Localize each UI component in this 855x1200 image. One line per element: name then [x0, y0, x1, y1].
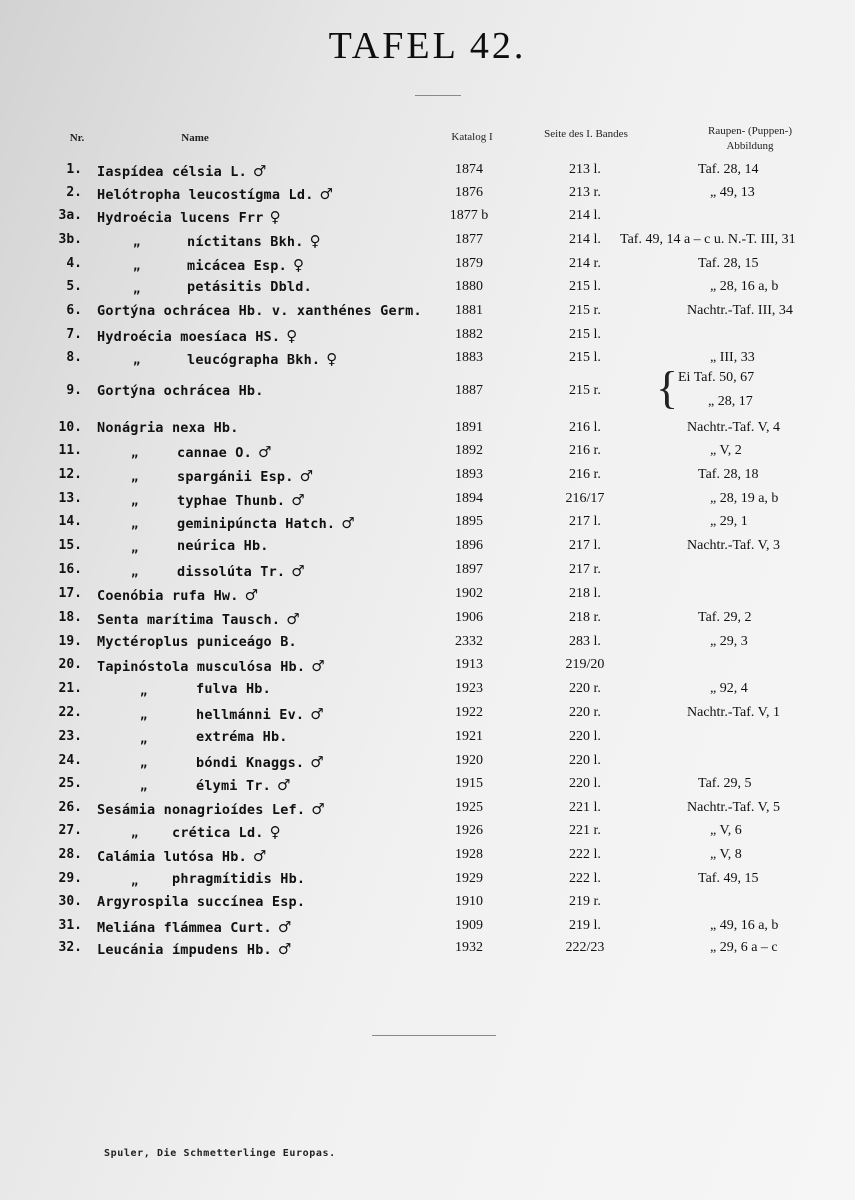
- raupen-reference: Taf. 28, 14: [698, 162, 759, 177]
- species-name-text: Nonágria nexa Hb.: [97, 420, 239, 436]
- raupen-reference: Taf. 28, 15: [698, 256, 759, 271]
- ditto-mark: „: [131, 565, 139, 579]
- row-number: 8.: [66, 350, 82, 365]
- species-name-text: Argyrospila succínea Esp.: [97, 894, 306, 910]
- male-symbol-icon: ♂: [319, 185, 334, 203]
- raupen-reference: Ei Taf. 50, 67: [678, 370, 755, 385]
- table-row: [0, 208, 855, 230]
- katalog-number: 1928: [455, 847, 483, 862]
- species-name: [177, 443, 272, 461]
- katalog-number: 1926: [455, 823, 483, 838]
- row-number: 27.: [58, 823, 82, 838]
- page-reference: 214 r.: [569, 256, 601, 271]
- katalog-number: 1932: [455, 940, 483, 955]
- katalog-number: 1887: [455, 383, 483, 398]
- page-reference: 213 r.: [569, 185, 601, 200]
- species-name-text: Leucánia ímpudens Hb.: [97, 942, 272, 958]
- ditto-mark: „: [133, 235, 141, 249]
- table-row: [0, 871, 855, 893]
- katalog-number: 1906: [455, 610, 483, 625]
- table-row: [0, 538, 855, 560]
- species-name-text: Tapinóstola musculósa Hb.: [97, 659, 306, 675]
- species-name: [97, 657, 325, 675]
- page-reference: 221 r.: [569, 823, 601, 838]
- row-number: 28.: [58, 847, 82, 862]
- raupen-reference: Nachtr.-Taf. V, 4: [687, 420, 780, 435]
- row-number: 5.: [66, 279, 82, 294]
- table-row: [0, 634, 855, 656]
- female-symbol-icon: ♀: [269, 823, 281, 841]
- male-symbol-icon: ♂: [310, 705, 324, 723]
- species-name: [97, 383, 264, 399]
- species-name-text: micácea Esp.: [187, 258, 287, 274]
- male-symbol-icon: ♂: [277, 940, 292, 958]
- katalog-number: 1893: [455, 467, 483, 482]
- katalog-number: 1925: [455, 800, 483, 815]
- row-number: 31.: [58, 918, 82, 933]
- species-name: [177, 562, 305, 580]
- table-row: [0, 586, 855, 608]
- katalog-number: 1892: [455, 443, 483, 458]
- ditto-mark: „: [131, 874, 139, 888]
- raupen-reference: Taf. 29, 2: [698, 610, 752, 625]
- page-reference: 220 l.: [569, 776, 601, 791]
- species-name-text: leucógrapha Bkh.: [187, 352, 321, 368]
- table-row: [0, 350, 855, 372]
- row-number: 20.: [58, 657, 82, 672]
- katalog-number: 1897: [455, 562, 483, 577]
- species-name: [97, 894, 305, 910]
- table-row: [0, 823, 855, 845]
- male-symbol-icon: ♂: [311, 800, 325, 818]
- species-name: [187, 232, 321, 250]
- raupen-reference: „ 29, 3: [710, 634, 748, 649]
- row-number: 4.: [66, 256, 82, 271]
- katalog-number: 1929: [455, 871, 483, 886]
- page-reference: 219/20: [565, 657, 605, 672]
- row-number: 3a.: [58, 208, 82, 223]
- page-reference: 219 l.: [569, 918, 601, 933]
- column-header-nr: Nr.: [69, 132, 85, 144]
- table-row: [0, 894, 855, 916]
- page-reference: 222 l.: [569, 847, 601, 862]
- page-reference: 283 l.: [569, 634, 601, 649]
- species-name-text: Sesámia nonagrioídes Lef.: [97, 802, 306, 818]
- column-header-seite: Seite des I. Bandes: [544, 128, 628, 140]
- species-name: [97, 634, 297, 650]
- katalog-number: 1874: [455, 162, 483, 177]
- column-header-raupen: Raupen- (Puppen-): [707, 125, 792, 137]
- row-number: 15.: [58, 538, 82, 553]
- row-number: 17.: [58, 586, 82, 601]
- species-name-text: Iaspídea célsia L.: [97, 164, 247, 180]
- table-row: [0, 362, 855, 413]
- species-name-text: petásitis Dbld.: [187, 279, 312, 295]
- male-symbol-icon: ♂: [244, 586, 259, 604]
- species-name-text: neúrica Hb.: [177, 538, 269, 554]
- ditto-mark: „: [133, 282, 141, 296]
- male-symbol-icon: ♂: [277, 918, 292, 936]
- species-name-text: níctitans Bkh.: [187, 234, 304, 250]
- species-name: [187, 279, 312, 295]
- page-reference: 217 r.: [569, 562, 601, 577]
- ditto-mark: „: [131, 826, 139, 840]
- raupen-reference: Nachtr.-Taf. V, 5: [687, 800, 780, 815]
- row-number: 3b.: [58, 232, 82, 247]
- row-number: 18.: [58, 610, 82, 625]
- katalog-number: 1922: [455, 705, 483, 720]
- page-reference: 218 r.: [569, 610, 601, 625]
- species-name: [97, 420, 239, 436]
- table-row: [0, 562, 855, 584]
- species-name-text: Senta marítima Tausch.: [97, 612, 281, 628]
- species-name-text: dissolúta Tr.: [177, 564, 286, 580]
- species-name: [196, 753, 324, 771]
- page-reference: 215 l.: [569, 279, 601, 294]
- species-name: [187, 350, 337, 368]
- table-row: [0, 467, 855, 489]
- species-name-text: cannae O.: [177, 445, 252, 461]
- row-number: 30.: [58, 894, 82, 909]
- row-number: 10.: [58, 420, 82, 435]
- table-row: [0, 705, 855, 727]
- ditto-mark: „: [140, 756, 148, 770]
- species-name: [97, 162, 267, 180]
- katalog-number: 1879: [455, 256, 483, 271]
- row-number: 11.: [58, 443, 82, 458]
- table-row: [0, 753, 855, 775]
- raupen-reference: „ 49, 13: [710, 185, 755, 200]
- row-number: 16.: [58, 562, 82, 577]
- table-row: [0, 185, 855, 207]
- species-name-text: Myctéroplus puniceágo B.: [97, 634, 297, 650]
- male-symbol-icon: ♂: [311, 657, 325, 675]
- raupen-reference: Nachtr.-Taf. V, 1: [687, 705, 780, 720]
- table-row: [0, 514, 855, 536]
- raupen-reference: „ V, 8: [710, 847, 742, 862]
- ditto-mark: „: [140, 708, 148, 722]
- species-name: [97, 847, 267, 865]
- species-name: [196, 776, 291, 794]
- table-row: [0, 610, 855, 632]
- table-row: [0, 420, 855, 442]
- species-name: [97, 586, 258, 604]
- species-name: [196, 705, 324, 723]
- page-reference: 216 l.: [569, 420, 601, 435]
- species-name-text: spargánii Esp.: [177, 469, 294, 485]
- row-number: 2.: [66, 185, 82, 200]
- column-header-katalog: Katalog I: [451, 131, 493, 143]
- row-number: 6.: [66, 303, 82, 318]
- species-name-text: crética Ld.: [172, 825, 264, 841]
- ditto-mark: „: [133, 353, 141, 367]
- species-name-text: hellmánni Ev.: [196, 707, 305, 723]
- row-number: 25.: [58, 776, 82, 791]
- row-number: 22.: [58, 705, 82, 720]
- katalog-number: 2332: [455, 634, 483, 649]
- katalog-number: 1877: [455, 232, 483, 247]
- female-symbol-icon: ♀: [309, 232, 321, 250]
- raupen-reference-secondary: „ 28, 17: [708, 394, 753, 409]
- male-symbol-icon: ♂: [341, 514, 355, 532]
- species-name: [97, 303, 422, 319]
- ditto-mark: „: [131, 470, 139, 484]
- page-reference: 222/23: [565, 940, 605, 955]
- column-header-name: Name: [181, 132, 209, 144]
- species-name-text: extréma Hb.: [196, 729, 288, 745]
- page-reference: 222 l.: [569, 871, 601, 886]
- page-reference: 214 l.: [569, 208, 601, 223]
- katalog-number: 1913: [455, 657, 483, 672]
- table-row: [0, 800, 855, 822]
- table-row: [0, 491, 855, 513]
- ditto-mark: „: [140, 779, 148, 793]
- raupen-reference: „ 28, 19 a, b: [710, 491, 779, 506]
- ditto-mark: „: [140, 732, 148, 746]
- raupen-reference: „ V, 2: [710, 443, 742, 458]
- female-symbol-icon: ♀: [269, 208, 281, 226]
- raupen-reference: „ 29, 6 a – c: [710, 940, 778, 955]
- page-reference: 215 r.: [569, 303, 601, 318]
- female-symbol-icon: ♀: [286, 327, 298, 345]
- curly-brace-icon: {: [656, 362, 679, 413]
- page-reference: 220 l.: [569, 753, 601, 768]
- table-row: [0, 681, 855, 703]
- page-reference: 215 l.: [569, 350, 601, 365]
- page-reference: 221 l.: [569, 800, 601, 815]
- ditto-mark: „: [131, 446, 139, 460]
- page-reference: 220 l.: [569, 729, 601, 744]
- table-row: [0, 657, 855, 679]
- row-number: 29.: [58, 871, 82, 886]
- species-name: [177, 491, 305, 509]
- raupen-reference: „ 29, 1: [710, 514, 748, 529]
- species-name: [177, 467, 313, 485]
- species-name-text: Helótropha leucostígma Ld.: [97, 187, 314, 203]
- male-symbol-icon: ♂: [276, 776, 291, 794]
- male-symbol-icon: ♂: [291, 491, 305, 509]
- katalog-number: 1896: [455, 538, 483, 553]
- ditto-mark: „: [131, 517, 139, 531]
- page-reference: 218 l.: [569, 586, 601, 601]
- katalog-number: 1923: [455, 681, 483, 696]
- table-row: [0, 918, 855, 940]
- male-symbol-icon: ♂: [252, 847, 267, 865]
- species-name: [97, 918, 292, 936]
- row-number: 32.: [58, 940, 82, 955]
- species-name-text: Hydroécia lucens Frr: [97, 210, 264, 226]
- table-row: [0, 232, 855, 254]
- row-number: 9.: [66, 383, 82, 398]
- table-row: [0, 162, 855, 184]
- page-reference: 217 l.: [569, 514, 601, 529]
- row-number: 14.: [58, 514, 82, 529]
- species-name-text: Calámia lutósa Hb.: [97, 849, 247, 865]
- species-name-text: élymi Tr.: [196, 778, 271, 794]
- raupen-reference: Nachtr.-Taf. V, 3: [687, 538, 780, 553]
- katalog-number: 1910: [455, 894, 483, 909]
- katalog-number: 1921: [455, 729, 483, 744]
- species-name: [196, 681, 271, 697]
- katalog-number: 1902: [455, 586, 483, 601]
- page-reference: 216 r.: [569, 467, 601, 482]
- katalog-number: 1891: [455, 420, 483, 435]
- raupen-reference: „ 28, 16 a, b: [710, 279, 779, 294]
- page-reference: 214 l.: [569, 232, 601, 247]
- table-row: [0, 847, 855, 869]
- species-name-text: bóndi Knaggs.: [196, 755, 305, 771]
- raupen-reference: „ 92, 4: [710, 681, 748, 696]
- female-symbol-icon: ♀: [326, 350, 338, 368]
- katalog-number: 1920: [455, 753, 483, 768]
- table-row: [0, 327, 855, 349]
- title-divider: [415, 95, 461, 96]
- table-row: [0, 443, 855, 465]
- bottom-divider: [372, 1035, 496, 1036]
- species-name-text: phragmítidis Hb.: [172, 871, 306, 887]
- species-name-text: Gortýna ochrácea Hb.: [97, 383, 264, 399]
- row-number: 12.: [58, 467, 82, 482]
- species-name: [177, 514, 355, 532]
- species-name-text: Hydroécia moesíaca HS.: [97, 329, 281, 345]
- species-name-text: typhae Thunb.: [177, 493, 286, 509]
- species-name: [187, 256, 304, 274]
- row-number: 13.: [58, 491, 82, 506]
- male-symbol-icon: ♂: [252, 162, 267, 180]
- katalog-number: 1915: [455, 776, 483, 791]
- species-name: [97, 800, 325, 818]
- species-name: [97, 327, 297, 345]
- species-name-text: fulva Hb.: [196, 681, 271, 697]
- ditto-mark: „: [140, 684, 148, 698]
- page-reference: 219 r.: [569, 894, 601, 909]
- katalog-number: 1895: [455, 514, 483, 529]
- row-number: 7.: [66, 327, 82, 342]
- table-row: [0, 303, 855, 325]
- row-number: 19.: [58, 634, 82, 649]
- species-name: [196, 729, 288, 745]
- row-number: 24.: [58, 753, 82, 768]
- row-number: 23.: [58, 729, 82, 744]
- raupen-reference: Taf. 49, 14 a – c u. N.-T. III, 31: [620, 232, 796, 247]
- page-reference: 216 r.: [569, 443, 601, 458]
- male-symbol-icon: ♂: [291, 562, 305, 580]
- raupen-reference: „ 49, 16 a, b: [710, 918, 779, 933]
- table-row: [0, 940, 855, 962]
- page-reference: 216/17: [565, 491, 605, 506]
- species-name: [97, 610, 300, 628]
- row-number: 1.: [66, 162, 82, 177]
- footer-citation: Spuler, Die Schmetterlinge Europas.: [104, 1148, 336, 1159]
- table-row: [0, 776, 855, 798]
- female-symbol-icon: ♀: [292, 256, 305, 274]
- ditto-mark: „: [131, 494, 139, 508]
- raupen-reference: Taf. 28, 18: [698, 467, 759, 482]
- male-symbol-icon: ♂: [257, 443, 272, 461]
- page-reference: 215 r.: [569, 383, 601, 398]
- katalog-number: 1894: [455, 491, 483, 506]
- ditto-mark: „: [131, 541, 139, 555]
- row-number: 26.: [58, 800, 82, 815]
- species-name-text: Coenóbia rufa Hw.: [97, 588, 239, 604]
- katalog-number: 1909: [455, 918, 483, 933]
- katalog-number: 1877 b: [449, 208, 489, 223]
- page-reference: 213 l.: [569, 162, 601, 177]
- species-name: [97, 185, 333, 203]
- species-name: [97, 940, 292, 958]
- raupen-reference: Taf. 29, 5: [698, 776, 752, 791]
- page-title: TAFEL 42.: [328, 25, 527, 67]
- raupen-reference: „ III, 33: [710, 350, 755, 365]
- species-name: [177, 538, 269, 554]
- species-name: [97, 208, 281, 226]
- katalog-number: 1882: [455, 327, 483, 342]
- row-number: 21.: [58, 681, 82, 696]
- table-row: [0, 279, 855, 301]
- table-row: [0, 256, 855, 278]
- katalog-number: 1876: [455, 185, 483, 200]
- male-symbol-icon: ♂: [286, 610, 300, 628]
- raupen-reference: Nachtr.-Taf. III, 34: [687, 303, 793, 318]
- species-name-text: geminipúncta Hatch.: [177, 516, 336, 532]
- raupen-reference: Taf. 49, 15: [698, 871, 759, 886]
- katalog-number: 1880: [455, 279, 483, 294]
- male-symbol-icon: ♂: [310, 753, 324, 771]
- column-header-abbildung: Abbildung: [726, 140, 774, 152]
- raupen-reference: „ V, 6: [710, 823, 742, 838]
- male-symbol-icon: ♂: [299, 467, 314, 485]
- katalog-number: 1881: [455, 303, 483, 318]
- page-reference: 220 r.: [569, 705, 601, 720]
- species-name: [172, 871, 305, 887]
- species-name-text: Meliána flámmea Curt.: [97, 920, 272, 936]
- table-row: [0, 729, 855, 751]
- ditto-mark: „: [133, 259, 141, 273]
- species-name: [172, 823, 281, 841]
- katalog-number: 1883: [455, 350, 483, 365]
- page-reference: 215 l.: [569, 327, 601, 342]
- species-name-text: Gortýna ochrácea Hb. v. xanthénes Germ.: [97, 303, 422, 319]
- page-reference: 217 l.: [569, 538, 601, 553]
- page-reference: 220 r.: [569, 681, 601, 696]
